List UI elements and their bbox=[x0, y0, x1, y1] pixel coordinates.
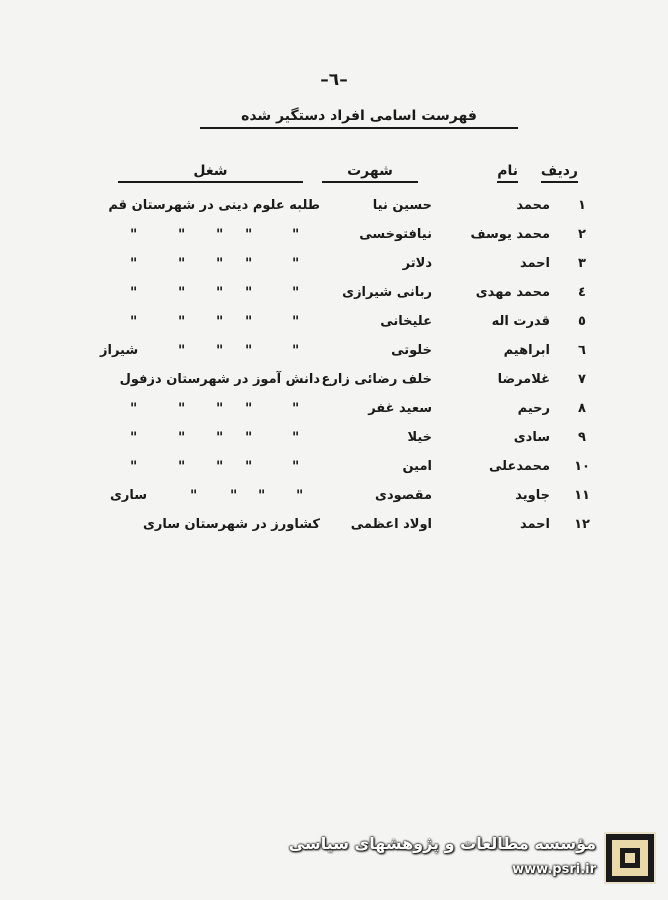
ditto-mark: " bbox=[130, 227, 138, 243]
ditto-mark: " bbox=[296, 488, 304, 504]
ditto-marks bbox=[100, 314, 320, 334]
row-name: احمد bbox=[519, 256, 550, 271]
ditto-mark: " bbox=[245, 285, 253, 301]
ditto-marks bbox=[100, 227, 320, 247]
ditto-mark: " bbox=[178, 343, 186, 359]
ditto-mark: " bbox=[130, 459, 138, 475]
row-shohrat: مقصودی bbox=[375, 488, 432, 503]
ditto-mark: " bbox=[245, 343, 253, 359]
ditto-mark: " bbox=[216, 227, 224, 243]
table-row bbox=[0, 198, 668, 222]
row-job: شیراز bbox=[100, 343, 139, 358]
ditto-mark: " bbox=[216, 459, 224, 475]
ditto-marks bbox=[100, 488, 320, 508]
row-name: محمد bbox=[516, 198, 550, 213]
ditto-mark: " bbox=[245, 401, 253, 417]
ditto-mark: " bbox=[216, 343, 224, 359]
row-shohrat: حسین نیا bbox=[372, 198, 432, 213]
row-number: ٧ bbox=[578, 372, 586, 387]
row-name: رحیم bbox=[517, 401, 550, 416]
row-name: جاوید bbox=[515, 488, 550, 503]
ditto-mark: " bbox=[130, 256, 138, 272]
row-shohrat: علیخانی bbox=[380, 314, 432, 329]
ditto-mark: " bbox=[216, 256, 224, 272]
ditto-mark: " bbox=[178, 459, 186, 475]
row-name: محمد مهدی bbox=[475, 285, 550, 300]
row-name: سادی bbox=[513, 430, 550, 445]
row-shohrat: خیلا bbox=[407, 430, 432, 445]
row-name: محمد یوسف bbox=[470, 227, 550, 242]
row-number: ١٢ bbox=[574, 517, 590, 532]
ditto-mark: " bbox=[216, 314, 224, 330]
ditto-marks bbox=[100, 256, 320, 276]
row-job: ساری bbox=[110, 488, 148, 503]
row-name: محمدعلی bbox=[489, 459, 550, 474]
row-number: ٢ bbox=[578, 227, 586, 242]
document-title: فهرست اسامی افراد دستگیر شده bbox=[200, 108, 518, 129]
ditto-marks bbox=[100, 343, 320, 363]
ditto-mark: " bbox=[216, 285, 224, 301]
ditto-marks bbox=[100, 430, 320, 450]
row-number: ٥ bbox=[578, 314, 586, 329]
row-shohrat: دلاتر bbox=[402, 256, 432, 271]
ditto-mark: " bbox=[178, 314, 186, 330]
table-row bbox=[0, 372, 668, 396]
ditto-mark: " bbox=[292, 430, 300, 446]
ditto-mark: " bbox=[178, 430, 186, 446]
row-name: احمد bbox=[519, 517, 550, 532]
row-shohrat: خلوتی bbox=[391, 343, 432, 358]
ditto-mark: " bbox=[245, 314, 253, 330]
row-name: غلامرضا bbox=[497, 372, 550, 387]
header-nam: نام bbox=[497, 163, 518, 183]
ditto-mark: " bbox=[178, 227, 186, 243]
row-job: دانش آموز در شهرستان دزفول bbox=[119, 372, 320, 387]
row-number: ١ bbox=[578, 198, 586, 213]
ditto-mark: " bbox=[178, 256, 186, 272]
row-shohrat: ربانی شیرازی bbox=[342, 285, 432, 300]
row-shohrat: نیافتوخسی bbox=[359, 227, 432, 242]
ditto-mark: " bbox=[178, 285, 186, 301]
ditto-mark: " bbox=[292, 343, 300, 359]
ditto-mark: " bbox=[292, 459, 300, 475]
row-number: ٩ bbox=[578, 430, 586, 445]
ditto-marks bbox=[100, 401, 320, 421]
ditto-mark: " bbox=[245, 256, 253, 272]
ditto-mark: " bbox=[130, 285, 138, 301]
row-job: طلبه علوم دینی در شهرستان قم bbox=[108, 198, 320, 213]
row-number: ١١ bbox=[574, 488, 590, 503]
ditto-mark: " bbox=[245, 227, 253, 243]
header-shoghl: شغل bbox=[118, 163, 303, 183]
row-name: ابراهیم bbox=[503, 343, 550, 358]
ditto-mark: " bbox=[292, 285, 300, 301]
ditto-mark: " bbox=[216, 430, 224, 446]
ditto-mark: " bbox=[190, 488, 198, 504]
row-number: ١٠ bbox=[574, 459, 590, 474]
institute-logo-icon bbox=[604, 832, 656, 884]
ditto-marks bbox=[100, 285, 320, 305]
header-shohrat: شهرت bbox=[322, 163, 418, 183]
institute-name: مؤسسه مطالعات و پژوهشهای سیاسی bbox=[288, 834, 596, 853]
row-number: ٣ bbox=[578, 256, 586, 271]
ditto-mark: " bbox=[292, 401, 300, 417]
row-shohrat: سعید غفر bbox=[368, 401, 432, 416]
row-job: کشاورز در شهرستان ساری bbox=[142, 517, 320, 532]
ditto-mark: " bbox=[245, 459, 253, 475]
ditto-marks bbox=[100, 459, 320, 479]
ditto-mark: " bbox=[130, 401, 138, 417]
row-shohrat: اولاد اعظمی bbox=[350, 517, 432, 532]
page-number: –٦– bbox=[320, 70, 348, 90]
ditto-mark: " bbox=[245, 430, 253, 446]
row-name: قدرت اله bbox=[491, 314, 550, 329]
ditto-mark: " bbox=[292, 227, 300, 243]
ditto-mark: " bbox=[216, 401, 224, 417]
ditto-mark: " bbox=[130, 314, 138, 330]
ditto-mark: " bbox=[292, 256, 300, 272]
ditto-mark: " bbox=[130, 430, 138, 446]
header-radif: ردیف bbox=[541, 163, 578, 183]
watermark-footer bbox=[288, 820, 668, 900]
row-number: ٤ bbox=[578, 285, 586, 300]
ditto-mark: " bbox=[230, 488, 238, 504]
ditto-mark: " bbox=[292, 314, 300, 330]
table-header bbox=[0, 163, 668, 189]
row-number: ٦ bbox=[578, 343, 586, 358]
row-number: ٨ bbox=[578, 401, 586, 416]
institute-url[interactable]: www.psri.ir bbox=[512, 862, 596, 877]
row-shohrat: امین bbox=[402, 459, 432, 474]
table-row bbox=[0, 517, 668, 541]
ditto-mark: " bbox=[178, 401, 186, 417]
ditto-mark: " bbox=[258, 488, 266, 504]
row-shohrat: خلف رضائی زارع bbox=[321, 372, 432, 387]
